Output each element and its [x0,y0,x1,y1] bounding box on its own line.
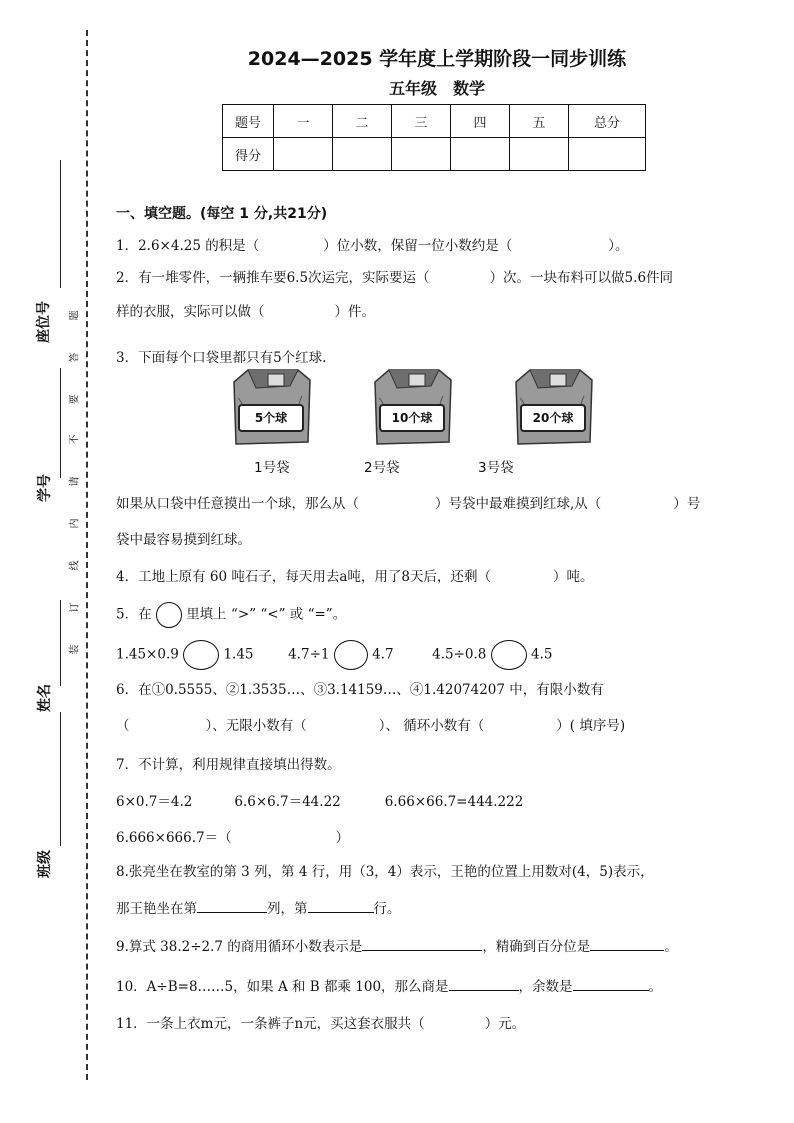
warning-char: 要 [69,394,81,405]
name-line [60,600,61,686]
warning-char: 题 [69,310,81,321]
score-header-cell: 一 [274,105,333,138]
warning-char: 请 [69,476,81,487]
compare-circle-input[interactable] [334,640,368,670]
question-2: 2．有一堆零件，一辆推车要6.5次运完，实际要运（ ）次。一块布料可以做5.6件同 [116,270,674,286]
score-row-label: 得分 [223,138,274,171]
seat-number-line [60,160,61,288]
question-3-line1: 如果从口袋中任意摸出一个球，那么从（ ）号袋中最难摸到红球,从（ ）号 [116,496,701,512]
question-11: 11．一条上衣m元，一条裤子n元，买这套衣服共（ ）元。 [116,1016,526,1032]
bag-1 [228,368,314,448]
score-header-cell: 总分 [569,105,646,138]
answer-blank[interactable] [308,898,374,913]
question-1: 1．2.6×4.25 的积是（ ）位小数，保留一位小数约是（ ）。 [116,238,629,254]
question-5: 5．在 里填上 “>” “<” 或 “=”。 [116,602,346,628]
binding-dashed-line [86,30,88,1080]
compare-circle-icon [156,602,182,628]
question-6-answers: （ ）、无限小数有（ ）、 循环小数有（ ）( 填序号) [116,718,626,734]
question-4: 4．工地上原有 60 吨石子，每天用去a吨，用了8天后，还剩（ ）吨。 [116,569,594,585]
question-9: 9.算式 38.2÷2.7 的商用循环小数表示是 ，精确到百分位是 。 [116,936,678,957]
student-number-label: 学号 [37,474,53,502]
score-header-cell: 二 [333,105,392,138]
question-3-line2: 袋中最容易摸到红球。 [116,532,251,548]
answer-blank[interactable] [362,936,482,951]
score-cell[interactable] [569,138,646,171]
bag-label: 20个球 [520,404,586,432]
score-table [222,104,646,171]
answer-blank[interactable] [449,976,519,991]
name-label: 姓名 [37,684,53,712]
warning-char: 线 [69,560,81,571]
compare-circle-input[interactable] [491,640,527,670]
page-subtitle: 五年级 数学 [388,79,485,98]
bag-name: 1号袋 [254,460,290,476]
answer-blank[interactable] [573,976,649,991]
question-7-ask: 6.666×666.7＝（ ） [116,830,350,846]
seat-number-label: 座位号 [36,301,52,343]
bag-label: 5个球 [238,404,304,432]
question-7-examples: 6×0.7＝4.2 6.6×6.7＝44.22 6.66×66.7=444.222 [116,794,524,810]
class-label: 班级 [37,850,53,878]
score-header-cell: 五 [510,105,569,138]
score-header-cell: 三 [392,105,451,138]
warning-char: 答 [69,352,81,363]
answer-blank[interactable] [590,936,664,951]
class-line [60,712,61,846]
score-header-cell: 四 [451,105,510,138]
warning-char: 不 [69,434,81,445]
bag-name: 2号袋 [364,460,400,476]
question-8-answers: 那王艳坐在第 列，第 行。 [116,898,401,919]
score-cell[interactable] [510,138,569,171]
score-table-score-row [223,138,646,171]
score-header-cell: 题号 [223,105,274,138]
warning-char: 装 [69,644,81,655]
question-7: 7．不计算，利用规律直接填出得数。 [116,757,341,773]
question-8: 8.张亮坐在教室的第 3 列，第 4 行，用（3，4）表示，王艳的位置上用数对(4，5)表示， [116,864,654,880]
answer-blank[interactable] [197,898,267,913]
score-cell[interactable] [392,138,451,171]
question-10: 10．A÷B=8……5，如果 A 和 B 都乘 100，那么商是 ，余数是 。 [116,976,662,997]
bag-name: 3号袋 [478,460,514,476]
warning-char: 内 [69,518,81,529]
score-cell[interactable] [274,138,333,171]
score-table-header-row [223,105,646,138]
bag-3 [510,368,596,448]
score-cell[interactable] [451,138,510,171]
question-5-items: 1.45×0.9 1.45 4.7÷1 4.7 4.5÷0.8 4.5 [116,640,552,670]
page-title: 2024—2025 学年度上学期阶段一同步训练 [247,48,627,70]
bag-label: 10个球 [379,404,445,432]
compare-circle-input[interactable] [183,640,219,670]
question-3-intro: 3．下面每个口袋里都只有5个红球. [116,350,327,366]
score-cell[interactable] [333,138,392,171]
section-heading: 一、填空题。(每空 1 分,共21分) [116,206,328,222]
student-number-line [60,368,61,478]
question-6: 6．在①0.5555、②1.3535…、③3.14159…、④1.42074207 中，有限小数有 [116,682,604,698]
bag-2 [369,368,455,448]
warning-char: 订 [69,602,81,613]
question-2-cont: 样的衣服，实际可以做（ ）件。 [116,304,375,320]
